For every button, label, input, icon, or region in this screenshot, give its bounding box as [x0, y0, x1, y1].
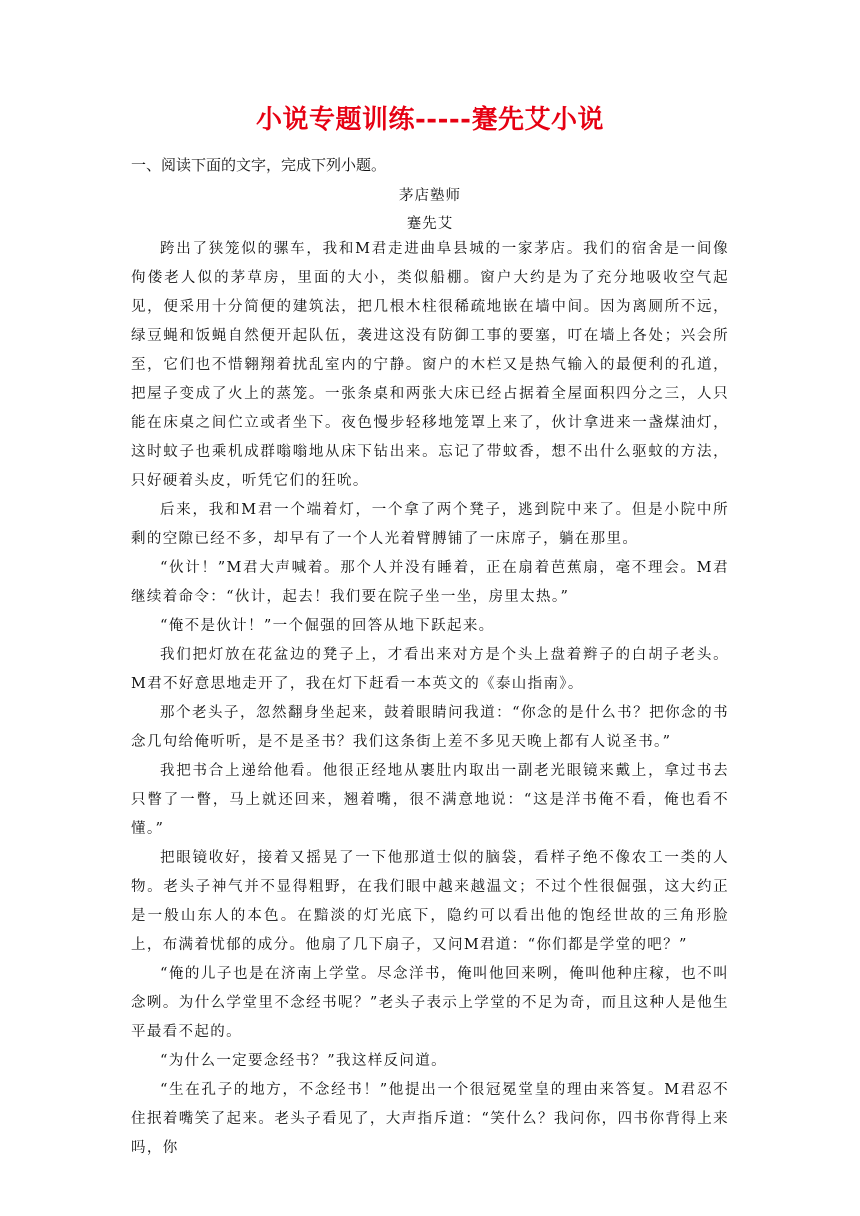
story-body [131, 235, 729, 1163]
paragraph: 后来，我和M君一个端着灯，一个拿了两个凳子，逃到院中来了。但是小院中所剩的空隙已经不多，却早有了一个人光着臂膊铺了一床席子，躺在那里。 [131, 502, 729, 547]
paragraph: 把眼镜收好，接着又摇晃了一下他那道士似的脑袋，看样子绝不像农工一类的人物。老头子神气并不显得粗野，在我们眼中越来越温文；不过个性很倔强，这大约正是一般山东人的本色。在黯淡的灯光底下，隐约可以看出他的饱经世故的三角形脸上，布满着忧郁的成分。他扇了几下扇子，又问M君道：“你们都是学堂的吧？” [131, 850, 729, 953]
document-title: 小说专题训练-----蹇先艾小说 [256, 105, 604, 135]
paragraph: “伙计！”M君大声喊着。那个人并没有睡着，正在扇着芭蕉扇，毫不理会。M君继续着命令：“伙计，起去！我们要在院子坐一坐，房里太热。” [131, 560, 729, 605]
paragraph: “俺不是伙计！”一个倔强的回答从地下跃起来。 [160, 618, 495, 634]
paragraph: “为什么一定要念经书？”我这样反问道。 [160, 1053, 447, 1069]
paragraph: 那个老头子，忽然翻身坐起来，鼓着眼睛问我道：“你念的是什么书？把你念的书念几句给俺听听，是不是圣书？我们这条街上差不多见天晚上都有人说圣书。” [131, 705, 729, 750]
paragraph: 我把书合上递给他看。他很正经地从裹肚内取出一副老光眼镜来戴上，拿过书去只瞥了一瞥，马上就还回来，翘着嘴，很不满意地说：“这是洋书俺不看，俺也看不懂。” [131, 763, 729, 837]
paragraph: 跨出了狭笼似的骡车，我和M君走进曲阜县城的一家茅店。我们的宿舍是一间像佝偻老人似的茅草房，里面的大小，类似船棚。窗户大约是为了充分地吸收空气起见，便采用十分简便的建筑法，把几根木柱很稀疏地嵌在墙中间。因为离厕所不远，绿豆蝇和饭蝇自然便开起队伍，袭进这没有防御工事的要塞，叮在墙上各处；兴会所至，它们也不惜翱翔着扰乱室内的宁静。窗户的木栏又是热气输入的最便利的孔道，把屋子变成了火上的蒸笼。一张条桌和两张大床已经占据着全屋面积四分之三，人只能在床桌之间伫立或者坐下。夜色慢步轻移地笼罩上来了，伙计拿进来一盏煤油灯，这时蚊子也乘机成群嗡嗡地从床下钻出来。忘记了带蚊香，想不出什么驱蚊的方法，只好硬着头皮，听凭它们的狂吮。 [131, 241, 729, 489]
paragraph: 我们把灯放在花盆边的凳子上，才看出来对方是个头上盘着辫子的白胡子老头。M君不好意思地走开了，我在灯下赶看一本英文的《泰山指南》。 [131, 647, 729, 692]
story-title: 茅店塾师 [399, 188, 461, 204]
paragraph: “生在孔子的地方，不念经书！”他提出一个很冠冕堂皇的理由来答复。M君忍不住抿着嘴笑了起来。老头子看见了，大声指斥道：“笑什么？我问你，四书你背得上来吗，你 [131, 1082, 729, 1156]
section-heading: 一、阅读下面的文字，完成下列小题。 [131, 156, 387, 174]
paragraph: “俺的儿子也是在济南上学堂。尽念洋书，俺叫他回来咧，俺叫他种庄稼，也不叫念咧。为什么学堂里不念经书呢？”老头子表示上学堂的不足为奇，而且这种人是他生平最看不起的。 [131, 966, 729, 1040]
story-author: 蹇先艾 [406, 216, 454, 232]
